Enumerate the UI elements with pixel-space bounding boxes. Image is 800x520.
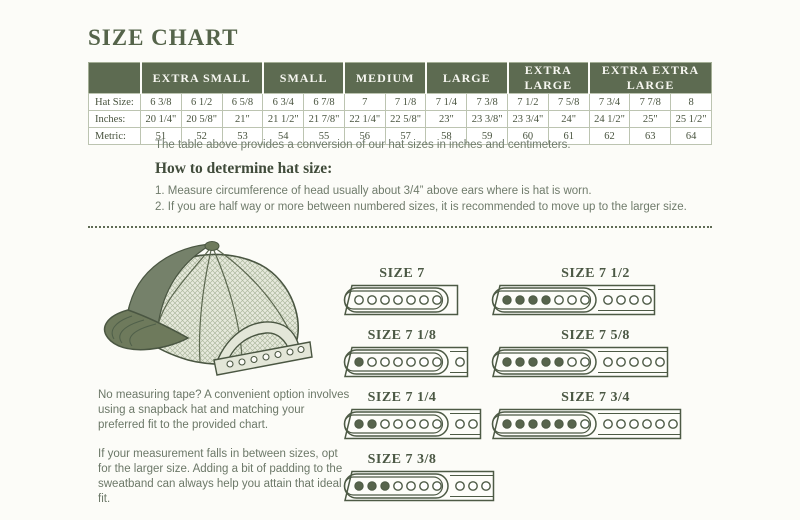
table-corner-cell	[89, 63, 141, 94]
strap-size-label: SIZE 7 1/2	[561, 266, 630, 281]
strap-size-block	[340, 266, 496, 317]
strap-diagram	[340, 345, 470, 379]
size-value-cell: 51	[141, 128, 182, 145]
size-value-cell: 6 5/8	[222, 94, 263, 111]
size-group-header: LARGE	[426, 63, 508, 94]
howto-step-1: 1. Measure circumference of head usually about 3/4” above ears where is hat is worn.	[155, 185, 592, 197]
strap-size-block	[340, 328, 496, 379]
trucker-hat-icon	[100, 238, 320, 380]
strap-size-block	[488, 390, 703, 441]
size-value-cell: 24"	[548, 111, 589, 128]
howto-step-2: 2. If you are half way or more between numbered sizes, it is recommended to move up to the larger size.	[155, 201, 687, 213]
size-value-cell: 61	[548, 128, 589, 145]
size-value-cell: 24 1/2"	[589, 111, 630, 128]
strap-size-label: SIZE 7 3/4	[561, 390, 630, 405]
size-value-cell: 6 7/8	[304, 94, 345, 111]
size-value-cell: 59	[467, 128, 508, 145]
table-head	[89, 63, 712, 94]
row-label-cell: Hat Size:	[89, 94, 141, 111]
size-value-cell: 22 5/8"	[385, 111, 426, 128]
size-group-header: EXTRA LARGE	[508, 63, 590, 94]
strap-diagram	[488, 407, 683, 441]
size-value-cell: 7	[344, 94, 385, 111]
strap-column-left	[340, 266, 496, 514]
size-group-header: MEDIUM	[344, 63, 426, 94]
size-value-cell: 20 1/4"	[141, 111, 182, 128]
notes-block	[98, 388, 354, 507]
size-value-cell: 58	[426, 128, 467, 145]
strap-size-label: SIZE 7	[379, 266, 425, 281]
size-value-cell: 52	[181, 128, 222, 145]
size-value-cell: 64	[671, 128, 712, 145]
strap-diagram	[340, 469, 496, 503]
howto-heading: How to determine hat size:	[155, 160, 333, 177]
strap-size-block	[488, 266, 703, 317]
size-value-cell: 7 1/2	[508, 94, 549, 111]
size-group-header: SMALL	[263, 63, 345, 94]
size-value-cell: 7 3/8	[467, 94, 508, 111]
size-value-cell: 21 7/8"	[304, 111, 345, 128]
size-table-wrap	[88, 62, 712, 145]
strap-size-label: SIZE 7 3/8	[367, 452, 437, 467]
row-label-cell: Inches:	[89, 111, 141, 128]
dotted-divider	[88, 226, 712, 228]
size-value-cell: 57	[385, 128, 426, 145]
size-value-cell: 8	[671, 94, 712, 111]
table-caption: The table above provides a conversion of our hat sizes in inches and centimeters.	[155, 139, 571, 151]
size-group-header: EXTRA EXTRA LARGE	[589, 63, 711, 94]
size-value-cell: 21 1/2"	[263, 111, 304, 128]
strap-size-block	[340, 452, 496, 503]
table-body	[89, 94, 712, 145]
strap-diagram	[488, 283, 657, 317]
size-value-cell: 20 5/8"	[181, 111, 222, 128]
strap-size-block	[340, 390, 496, 441]
size-value-cell: 6 1/2	[181, 94, 222, 111]
size-value-cell: 53	[222, 128, 263, 145]
trucker-hat-illustration	[100, 238, 320, 380]
size-value-cell: 55	[304, 128, 345, 145]
size-value-cell: 7 1/8	[385, 94, 426, 111]
row-label-cell: Metric:	[89, 128, 141, 145]
strap-diagram	[340, 407, 483, 441]
size-value-cell: 25 1/2"	[671, 111, 712, 128]
size-value-cell: 25"	[630, 111, 671, 128]
size-value-cell: 21"	[222, 111, 263, 128]
size-value-cell: 7 3/4	[589, 94, 630, 111]
size-value-cell: 23 3/4"	[508, 111, 549, 128]
size-value-cell: 54	[263, 128, 304, 145]
page-title: SIZE CHART	[88, 25, 239, 50]
note-1: No measuring tape? A convenient option involves using a snapback hat and matching your preferred fit to the provided chart.	[98, 389, 350, 432]
size-value-cell: 56	[344, 128, 385, 145]
size-group-header: EXTRA SMALL	[141, 63, 263, 94]
size-value-cell: 7 1/4	[426, 94, 467, 111]
size-value-cell: 7 5/8	[548, 94, 589, 111]
strap-size-block	[488, 328, 703, 379]
size-value-cell: 22 1/4"	[344, 111, 385, 128]
size-value-cell: 6 3/8	[141, 94, 182, 111]
size-value-cell: 60	[508, 128, 549, 145]
size-value-cell: 23 3/8"	[467, 111, 508, 128]
strap-size-label: SIZE 7 1/8	[367, 328, 437, 343]
strap-column-right	[488, 266, 703, 452]
table-row	[89, 94, 712, 111]
size-value-cell: 7 7/8	[630, 94, 671, 111]
table-header-row	[89, 63, 712, 94]
strap-size-label: SIZE 7 5/8	[561, 328, 630, 343]
size-value-cell: 6 3/4	[263, 94, 304, 111]
size-chart-table	[88, 62, 712, 145]
strap-diagram	[488, 345, 670, 379]
size-value-cell: 23"	[426, 111, 467, 128]
size-value-cell: 63	[630, 128, 671, 145]
strap-size-label: SIZE 7 1/4	[367, 390, 437, 405]
table-row	[89, 111, 712, 128]
size-value-cell: 62	[589, 128, 630, 145]
note-2: If your measurement falls in between sizes, opt for the larger size. Adding a bit of padding to the sweatband can always help you attain that ideal fit.	[98, 447, 343, 506]
strap-diagram	[340, 283, 460, 317]
